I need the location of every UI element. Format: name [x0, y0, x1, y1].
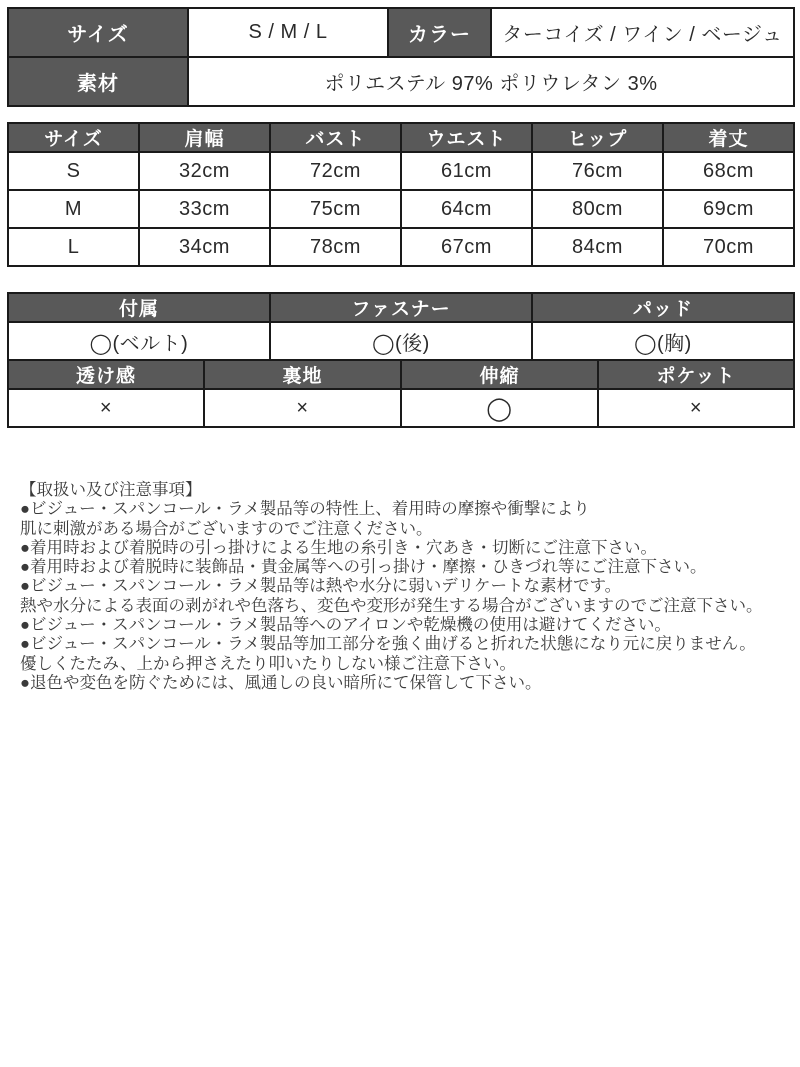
- size-chart-row-m: [8, 190, 794, 228]
- accessories-header: 付属: [8, 293, 270, 322]
- size-chart-cell: 33cm: [139, 190, 270, 228]
- size-chart-header-bust: バスト: [270, 123, 401, 152]
- care-instruction-line: 肌に刺激がある場合がございますのでご注意ください。: [20, 519, 433, 538]
- color-options-label: カラー: [388, 8, 491, 57]
- pocket-value: ×: [598, 389, 794, 427]
- size-chart-cell: 80cm: [532, 190, 663, 228]
- stretch-value: ◯: [401, 389, 598, 427]
- care-instruction-line: ●退色や変色を防ぐためには、風通しの良い暗所にて保管して下さい。: [20, 673, 542, 692]
- size-chart-header-waist: ウエスト: [401, 123, 532, 152]
- size-chart-cell: 76cm: [532, 152, 663, 190]
- size-chart-cell: S: [8, 152, 139, 190]
- size-chart-cell: 67cm: [401, 228, 532, 266]
- size-options-value: S / M / L: [188, 8, 388, 57]
- size-chart-cell: 70cm: [663, 228, 794, 266]
- lining-value: ×: [204, 389, 401, 427]
- stretch-header: 伸縮: [401, 360, 598, 389]
- care-instruction-line: ●ビジュー・スパンコール・ラメ製品等加工部分を強く曲げると折れた状態になり元に戻りません。: [20, 635, 756, 654]
- size-chart-row-s: [8, 152, 794, 190]
- size-chart-cell: 75cm: [270, 190, 401, 228]
- size-chart-cell: 34cm: [139, 228, 270, 266]
- color-options-value: ターコイズ / ワイン / ベージュ: [491, 8, 794, 57]
- size-chart-cell: 84cm: [532, 228, 663, 266]
- size-chart-cell: 78cm: [270, 228, 401, 266]
- size-chart-header-hip: ヒップ: [532, 123, 663, 152]
- accessories-table: [7, 292, 795, 361]
- size-options-label: サイズ: [8, 8, 188, 57]
- pocket-header: ポケット: [598, 360, 794, 389]
- lining-header: 裏地: [204, 360, 401, 389]
- care-instruction-line: ●ビジュー・スパンコール・ラメ製品等へのアイロンや乾燥機の使用は避けてください。: [20, 616, 671, 635]
- care-instruction-line: ●着用時および着脱時に装飾品・貴金属等への引っ掛け・摩擦・ひきづれ等にご注意下さい。: [20, 558, 707, 577]
- material-value: ポリエステル 97% ポリウレタン 3%: [188, 57, 794, 106]
- care-instruction-line: ●ビジュー・スパンコール・ラメ製品等は熱や水分に弱いデリケートな素材です。: [20, 577, 622, 596]
- care-instructions: [20, 481, 790, 693]
- care-instruction-line: ●着用時および着脱時の引っ掛けによる生地の糸引き・穴あき・切断にご注意下さい。: [20, 538, 657, 557]
- size-chart-cell: M: [8, 190, 139, 228]
- size-chart-cell: 69cm: [663, 190, 794, 228]
- size-chart-header-shoulder: 肩幅: [139, 123, 270, 152]
- fastener-value: ◯(後): [270, 322, 532, 360]
- care-instructions-title: 【取扱い及び注意事項】: [20, 481, 202, 499]
- accessories-value: ◯(ベルト): [8, 322, 270, 360]
- size-chart-row-l: [8, 228, 794, 266]
- size-chart-cell: L: [8, 228, 139, 266]
- size-chart-cell: 72cm: [270, 152, 401, 190]
- care-instruction-line: 熱や水分による表面の剥がれや色落ち、変色や変形が発生する場合がございますのでご注意下さい。: [20, 596, 763, 615]
- size-chart-table: [7, 122, 795, 267]
- product-options-table: [7, 7, 795, 107]
- material-label: 素材: [8, 57, 188, 106]
- size-chart-cell: 68cm: [663, 152, 794, 190]
- size-chart-header-length: 着丈: [663, 123, 794, 152]
- size-chart-cell: 64cm: [401, 190, 532, 228]
- pad-header: パッド: [532, 293, 794, 322]
- size-chart-header-size: サイズ: [8, 123, 139, 152]
- fastener-header: ファスナー: [270, 293, 532, 322]
- care-instruction-line: 優しくたたみ、上から押さえたり叩いたりしない様ご注意下さい。: [20, 654, 516, 673]
- care-instruction-line: ●ビジュー・スパンコール・ラメ製品等の特性上、着用時の摩擦や衝撃により: [20, 500, 590, 519]
- size-chart-cell: 32cm: [139, 152, 270, 190]
- pad-value: ◯(胸): [532, 322, 794, 360]
- fabric-features-table: [7, 359, 795, 428]
- sheerness-value: ×: [8, 389, 204, 427]
- sheerness-header: 透け感: [8, 360, 204, 389]
- size-chart-cell: 61cm: [401, 152, 532, 190]
